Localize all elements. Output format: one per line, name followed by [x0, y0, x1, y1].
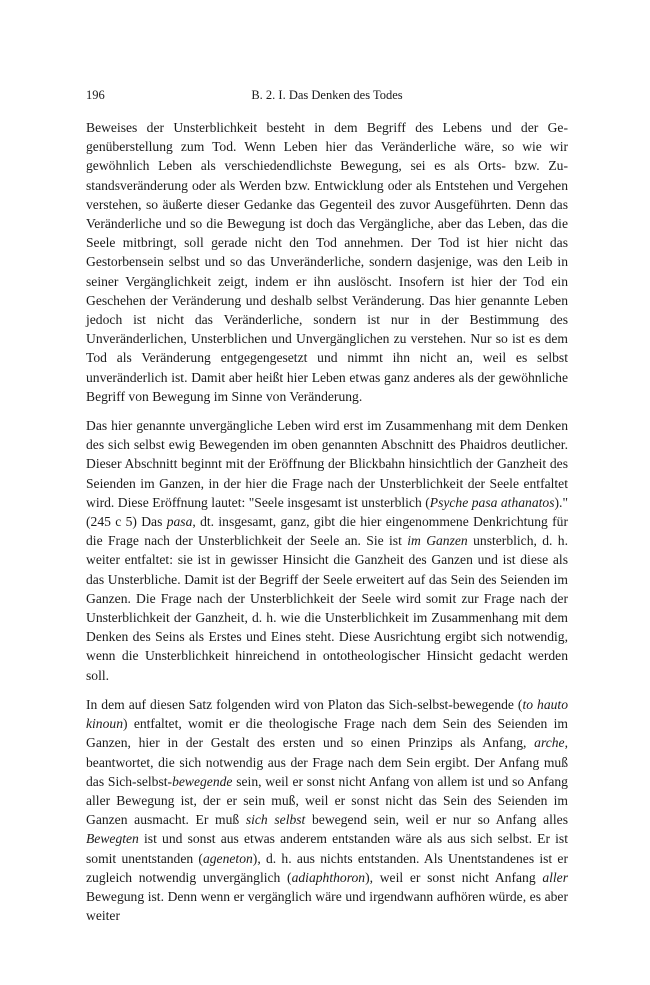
- italic-term: Psyche pasa athanatos: [429, 494, 555, 510]
- text-run: ), weil er sonst nicht Anfang: [365, 869, 543, 885]
- italic-term: bewegende: [172, 773, 233, 789]
- italic-term: sich selbst: [245, 812, 306, 828]
- text-run: In dem auf diesen Satz folgenden wird von Platon das Sich-selbst-bewegende (: [86, 696, 523, 712]
- italic-term: im Ganzen: [407, 533, 468, 549]
- text-run: ) entfaltet, womit er die theologische Frage nach dem Sein des Seienden im Ganzen, hier in der Gestalt des ersten und so einen Prinzips als Anfang,: [86, 716, 568, 751]
- italic-term: arche: [534, 735, 565, 751]
- text-run: , dt. insgesamt, ganz, gibt die hier eingenommene Denkrichtung für die Frage nach der Unsterblichkeit der Seele an. Sie ist: [86, 514, 568, 549]
- italic-term: pasa: [166, 514, 193, 530]
- italic-term: Bewegten: [86, 831, 139, 847]
- paragraph: [86, 416, 568, 685]
- text-run: sein, weil er sonst nicht Anfang von allem ist und so Anfang aller Bewegung ist, der er sein muß, weil er sonst nicht das Sein des Seienden im Ganzen ausmacht. Er muß: [86, 773, 568, 828]
- text-run: bewegend sein, weil er nur so Anfang alles: [305, 812, 568, 828]
- text-run: ), d. h. aus nichts entstanden. Als Unentstandenes ist er zugleich notwendig unvergänglich (: [86, 850, 568, 885]
- body-text: [86, 118, 568, 925]
- text-run: )." (245 c 5) Das: [86, 494, 568, 530]
- text-run: unsterblich, d. h. weiter entfaltet: sie ist in gewisser Hinsicht die Ganzheit des Ganzen und ist diese als das Unsterbliche. Damit ist der Begriff der Seele erweitert auf das Sein des Seienden im Ganzen. Die Frage nach der Unsterblichkeit der Seele wird somit zur Frage nach der Unsterblichkeit der Ganzheit, d. h. wie die Unsterblichkeit im Zusammenhang mit dem Denken des Seins als Erstes und Eines steht. Diese Ausrichtung ergibt sich notwendig, wenn die Unsterblichkeit hinreichend in ontotheologischer Hinsicht gedacht werden soll.: [86, 533, 569, 683]
- text-run: ist und sonst aus etwas anderem entstanden wäre als aus sich selbst. Er ist somit unentstanden (: [86, 831, 568, 866]
- text-run: Das hier genannte unvergängliche Leben wird erst im Zusammenhang mit dem Denken des sich selbst ewig Bewegenden im oben genannten Abschnitt des Phaidros deutlicher. Dieser Abschnitt beginnt mit der Eröffnung der Blickbahn hinsichtlich der Ganzheit des Seienden im Ganzen, in der hier die Frage nach der Unsterblichkeit der Seele entfaltet wird. Diese Eröffnung lautet: "Seele insgesamt ist unsterblich (: [86, 418, 568, 510]
- text-run: , beantwortet, die sich notwendig aus der Frage nach dem Sein ergibt. Der Anfang muß das Sich-selbst-: [86, 735, 568, 789]
- book-page: [86, 88, 568, 925]
- running-header: [86, 88, 568, 112]
- page-number: 196: [86, 88, 105, 102]
- text-run: Beweises der Unsterblichkeit besteht in dem Begriff des Lebens und der Gegenüberstellung zum Tod. Wenn Leben hier das Veränderliche wäre, so wie wir gewöhnlich Leben als verschiedendlichste Bewegung, sei es als Orts- bzw. Zustandsveränderung oder als Werden bzw. Entwicklung oder als Entstehen und Vergehen verstehen, so äußerte dieser Gedanke das Gegenteil des zuvor Ausgeführten. Denn das Veränderliche und so die Bewegung ist doch das Vergängliche, aber das Leben, das die Seele mitbringt, soll gerade nicht den Tod annehmen. Der Tod ist hier nicht das Gestorbensein selbst und so das Unveränderliche, sondern dasjenige, was den Leib in seiner Vergänglichkeit zeigt, indem er ihn auslöscht. Insofern ist hier der Tod ein Geschehen der Veränderung und deshalb selbst Veränderung. Das hier genannte Leben jedoch ist nicht das Veränderliche, sondern ist nur in der Bestimmung des Unveränderlichen, Unsterblichen und Unvergänglichen zu verstehen. Nur so ist es dem Tod als Veränderung entgegengesetzt und nimmt ihn nicht an, weil es selbst unveränderlich ist. Damit aber heißt hier Leben etwas ganz anderes als der gewöhnliche Begriff von Bewegung im Sinne von Veränderung.: [86, 120, 568, 404]
- text-run: Bewegung ist. Denn wenn er vergänglich wäre und irgendwann aufhören würde, es aber weiter: [86, 888, 568, 924]
- italic-term: adiaphthoron: [291, 869, 366, 885]
- italic-term: to hauto kinoun: [86, 696, 568, 732]
- paragraph: [86, 695, 568, 925]
- paragraph: [86, 118, 568, 406]
- italic-term: aller: [542, 869, 569, 885]
- running-title: B. 2. I. Das Denken des Todes: [251, 88, 403, 102]
- italic-term: ageneton: [202, 850, 253, 866]
